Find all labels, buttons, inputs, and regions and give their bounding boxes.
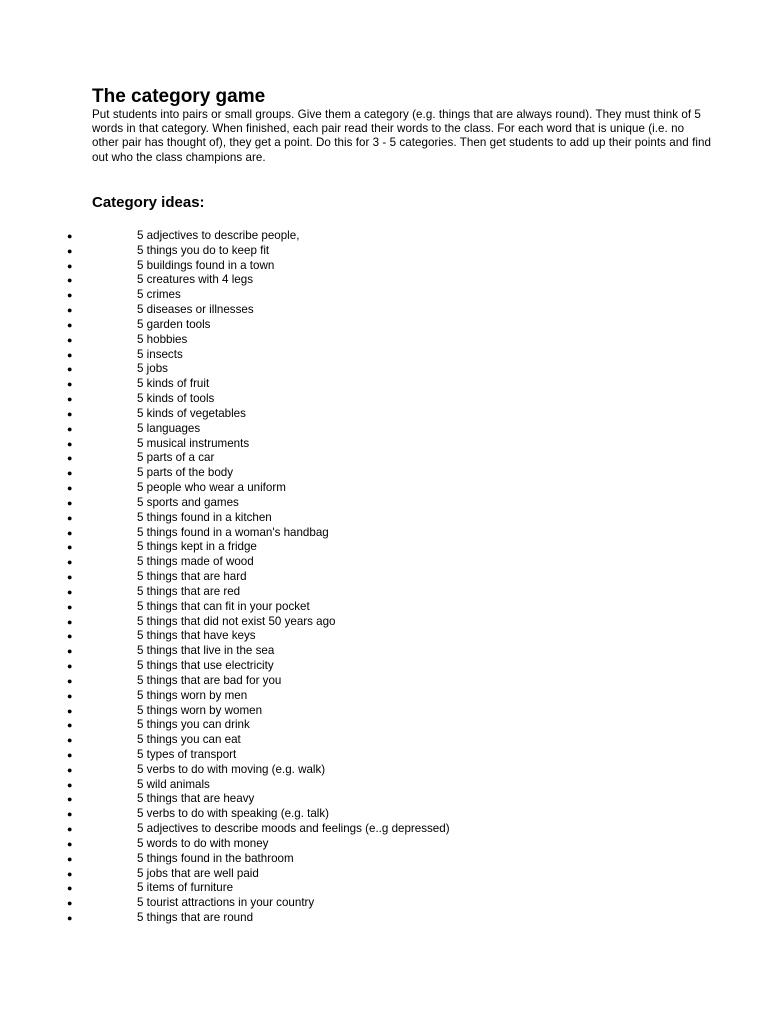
bullet-icon: ● <box>67 631 73 642</box>
bullet-icon: ● <box>67 468 73 479</box>
list-item <box>0 540 768 555</box>
list-item <box>0 629 768 644</box>
list-item-text: 5 kinds of tools <box>137 392 215 406</box>
list-item <box>0 451 768 466</box>
list-item-text: 5 things that are heavy <box>137 792 255 806</box>
list-item-text: 5 languages <box>137 421 201 435</box>
list-item-text: 5 things that live in the sea <box>137 644 275 658</box>
list-item <box>0 259 768 274</box>
list-item-text: 5 items of furniture <box>137 881 234 895</box>
bullet-icon: ● <box>67 260 73 271</box>
list-item <box>0 867 768 882</box>
list-item <box>0 437 768 452</box>
list-item <box>0 792 768 807</box>
list-item-text: 5 things found in a kitchen <box>137 510 272 524</box>
bullet-icon: ● <box>67 275 73 286</box>
list-item <box>0 911 768 926</box>
list-item <box>0 392 768 407</box>
list-item-text: 5 musical instruments <box>137 436 250 450</box>
list-item-text: 5 adjectives to describe people, <box>137 229 300 242</box>
list-item <box>0 348 768 363</box>
list-item-text: 5 adjectives to describe moods and feelings (e..g depressed) <box>137 822 450 836</box>
list-item <box>0 422 768 437</box>
list-item <box>0 778 768 793</box>
list-item-text: 5 insects <box>137 347 183 361</box>
list-item-text: 5 crimes <box>137 288 181 302</box>
bullet-icon: ● <box>67 557 73 568</box>
list-item <box>0 718 768 733</box>
list-item-text: 5 diseases or illnesses <box>137 303 254 317</box>
bullet-icon: ● <box>67 512 73 523</box>
list-item <box>0 615 768 630</box>
list-item <box>0 273 768 288</box>
list-item-text: 5 things that have keys <box>137 629 256 643</box>
page-title: The category game <box>92 86 266 107</box>
bullet-icon: ● <box>67 661 73 672</box>
bullet-icon: ● <box>67 586 73 597</box>
list-item-text: 5 things worn by men <box>137 688 248 702</box>
list-item-text: 5 things found in the bathroom <box>137 851 294 865</box>
list-item-text: 5 hobbies <box>137 332 188 346</box>
list-item-text: 5 verbs to do with speaking (e.g. talk) <box>137 807 330 821</box>
bullet-icon: ● <box>67 824 73 835</box>
list-item <box>0 555 768 570</box>
bullet-icon: ● <box>67 408 73 419</box>
bullet-icon: ● <box>67 898 73 909</box>
bullet-icon: ● <box>67 572 73 583</box>
list-item-text: 5 jobs that are well paid <box>137 866 259 880</box>
bullet-icon: ● <box>67 853 73 864</box>
bullet-icon: ● <box>67 290 73 301</box>
list-item-text: 5 things that are bad for you <box>137 673 282 687</box>
list-item <box>0 585 768 600</box>
bullet-icon: ● <box>67 453 73 464</box>
list-item-text: 5 things that are round <box>137 911 254 925</box>
list-item <box>0 362 768 377</box>
bullet-icon: ● <box>67 423 73 434</box>
bullet-icon: ● <box>67 868 73 879</box>
list-item <box>0 570 768 585</box>
bullet-icon: ● <box>67 720 73 731</box>
list-item <box>0 466 768 481</box>
bullet-icon: ● <box>67 764 73 775</box>
list-item-text: 5 types of transport <box>137 747 237 761</box>
bullet-icon: ● <box>67 838 73 849</box>
list-item <box>0 644 768 659</box>
bullet-icon: ● <box>67 794 73 805</box>
bullet-icon: ● <box>67 438 73 449</box>
list-item <box>0 229 768 244</box>
list-item <box>0 689 768 704</box>
list-item-text: 5 things that are red <box>137 584 241 598</box>
list-item <box>0 748 768 763</box>
list-item <box>0 837 768 852</box>
list-item-text: 5 words to do with money <box>137 836 269 850</box>
list-item-text: 5 kinds of vegetables <box>137 406 246 420</box>
bullet-icon: ● <box>67 364 73 375</box>
list-item-text: 5 garden tools <box>137 317 211 331</box>
bullet-icon: ● <box>67 735 73 746</box>
list-item-text: 5 jobs <box>137 362 168 376</box>
list-item-text: 5 things found in a woman's handbag <box>137 525 329 539</box>
list-item-text: 5 things that did not exist 50 years ago <box>137 614 336 628</box>
bullet-icon: ● <box>67 245 73 256</box>
bullet-icon: ● <box>67 334 73 345</box>
list-item-text: 5 things that are hard <box>137 570 247 584</box>
list-item <box>0 807 768 822</box>
list-item-text: 5 things that can fit in your pocket <box>137 599 310 613</box>
list-item <box>0 600 768 615</box>
list-item <box>0 704 768 719</box>
bullet-icon: ● <box>67 675 73 686</box>
list-item-text: 5 things you can drink <box>137 718 250 732</box>
list-item <box>0 852 768 867</box>
list-item <box>0 496 768 511</box>
list-item <box>0 377 768 392</box>
bullet-icon: ● <box>67 497 73 508</box>
list-item <box>0 318 768 333</box>
list-item <box>0 526 768 541</box>
category-list <box>0 229 768 926</box>
bullet-icon: ● <box>67 349 73 360</box>
list-item-text: 5 things you can eat <box>137 733 241 747</box>
list-item-text: 5 things worn by women <box>137 703 263 717</box>
list-item-text: 5 tourist attractions in your country <box>137 896 315 910</box>
bullet-icon: ● <box>67 319 73 330</box>
list-item-text: 5 things you do to keep fit <box>137 243 270 257</box>
bullet-icon: ● <box>67 809 73 820</box>
list-item <box>0 481 768 496</box>
bullet-icon: ● <box>67 231 73 241</box>
bullet-icon: ● <box>67 483 73 494</box>
bullet-icon: ● <box>67 779 73 790</box>
list-item-text: 5 buildings found in a town <box>137 258 275 272</box>
list-item <box>0 822 768 837</box>
list-item <box>0 288 768 303</box>
bullet-icon: ● <box>67 394 73 405</box>
list-item <box>0 881 768 896</box>
bullet-icon: ● <box>67 883 73 894</box>
bullet-icon: ● <box>67 690 73 701</box>
list-item-text: 5 kinds of fruit <box>137 377 210 391</box>
list-item <box>0 511 768 526</box>
list-item <box>0 674 768 689</box>
list-item <box>0 244 768 259</box>
list-item <box>0 896 768 911</box>
list-item-text: 5 sports and games <box>137 495 239 509</box>
list-item <box>0 733 768 748</box>
bullet-icon: ● <box>67 646 73 657</box>
bullet-icon: ● <box>67 616 73 627</box>
list-item-text: 5 creatures with 4 legs <box>137 273 253 287</box>
list-item <box>0 303 768 318</box>
bullet-icon: ● <box>67 527 73 538</box>
bullet-icon: ● <box>67 749 73 760</box>
bullet-icon: ● <box>67 305 73 316</box>
list-item-text: 5 things kept in a fridge <box>137 540 257 554</box>
bullet-icon: ● <box>67 379 73 390</box>
list-item <box>0 659 768 674</box>
bullet-icon: ● <box>67 601 73 612</box>
category-ideas-heading: Category ideas: <box>92 194 205 211</box>
intro-paragraph: Put students into pairs or small groups. Give them a category (e.g. things that are always round). They must think of 5 words in that category. When finished, each pair read their words to the class. For each word that is unique (i.e. no other pair has thought of), they get a point. Do this for 3 - 5 categories. Then get students to add up their points and find out who the class champions are. <box>92 108 711 164</box>
list-item-text: 5 wild animals <box>137 777 210 791</box>
bullet-icon: ● <box>67 542 73 553</box>
list-item-text: 5 verbs to do with moving (e.g. walk) <box>137 762 326 776</box>
list-item <box>0 407 768 422</box>
list-item-text: 5 parts of a car <box>137 451 215 465</box>
list-item-text: 5 things that use electricity <box>137 659 274 673</box>
list-item-text: 5 people who wear a uniform <box>137 481 286 495</box>
bullet-icon: ● <box>67 913 73 924</box>
list-item <box>0 763 768 778</box>
list-item-text: 5 parts of the body <box>137 466 234 480</box>
list-item-text: 5 things made of wood <box>137 555 254 569</box>
bullet-icon: ● <box>67 705 73 716</box>
list-item <box>0 333 768 348</box>
